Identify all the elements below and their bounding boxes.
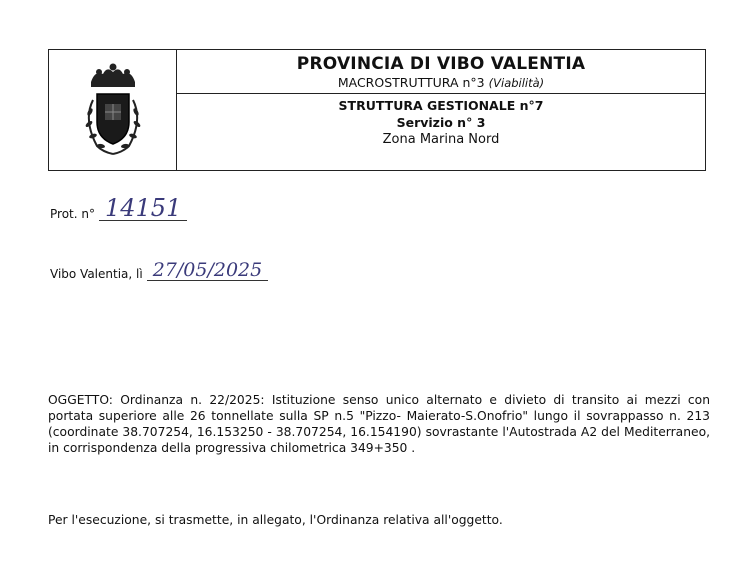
servizio: Servizio n° 3: [396, 115, 486, 130]
date-value: 27/05/2025: [147, 261, 269, 281]
crest-cell: [49, 50, 177, 170]
macro-label: MACROSTRUTTURA n°3: [337, 75, 485, 90]
date-line: [50, 261, 268, 281]
province-crest-icon: [73, 60, 153, 160]
province-title: PROVINCIA DI VIBO VALENTIA: [296, 54, 586, 74]
protocol-number: 14151: [99, 196, 187, 221]
struttura-gestionale: STRUTTURA GESTIONALE n°7: [338, 98, 544, 113]
oggetto-paragraph: OGGETTO: Ordinanza n. 22/2025: Istituzione senso unico alternato e divieto di transito ai mezzi con portata superiore alle 26 tonnellate sulla SP n.5 "Pizzo- Maierato-S.Onofrio" lungo il sovrappasso n. 213 (coordinate 38.707254, 16.153250 - 38.707254, 16.154190) sovrastante l'Autostrada A2 del Mediterraneo, in corrispondenza della progressiva chilometrica 349+350 .: [48, 393, 710, 455]
macro-subtitle: (Viabilità): [488, 76, 545, 90]
zona: Zona Marina Nord: [382, 132, 500, 147]
macrostruttura: [177, 75, 705, 90]
protocol-line: [50, 196, 187, 221]
title-bottom: [177, 94, 705, 147]
date-label: Vibo Valentia, lì: [50, 267, 143, 281]
title-top: [177, 50, 705, 94]
letterhead: [48, 49, 706, 171]
protocol-label: Prot. n°: [50, 207, 95, 221]
closing-paragraph: Per l'esecuzione, si trasmette, in allegato, l'Ordinanza relativa all'oggetto.: [48, 513, 503, 527]
title-cell: [177, 50, 705, 170]
